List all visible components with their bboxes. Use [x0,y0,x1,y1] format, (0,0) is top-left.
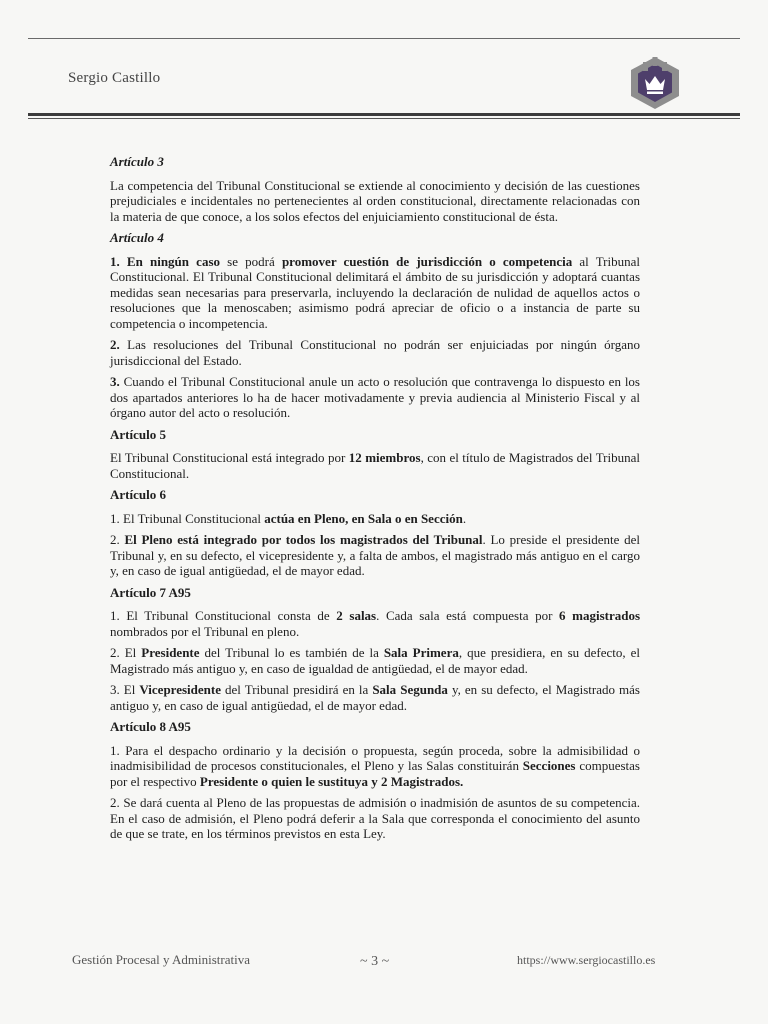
text-run: Las resoluciones del Tribunal Constitucional no podrán ser enjuiciadas por ningún órgano jurisdiccional del Estado. [110,337,640,368]
text-run: compuestas por el respectivo [110,758,640,789]
text-run: . Lo preside el presidente del Tribunal y, en su defecto, el vicepresidente y, a falta de ambos, el magistrado más antiguo en el cargo y, en caso de igual antigüedad, el de mayor edad. [110,532,640,578]
bold-text-run: 6 magistrados [559,608,641,623]
bold-text-run: Secciones [522,758,576,773]
article-heading: Artículo 5 [110,426,166,442]
text-run: nombrados por el Tribunal en pleno. [110,623,300,639]
bold-text-run: Sala Segunda [372,682,448,697]
article-paragraph [110,795,640,842]
text-run: 2. Se dará cuenta al Pleno de las propuestas de admisión o inadmisión de asuntos de su competencia. En el caso de admisión, el Pleno podrá deferir a la Sala que corresponda el conocimiento del asunto de que se trate, en los términos previstos en esta Ley. [110,795,640,841]
article-heading: Artículo 8 A95 [110,719,191,734]
bold-text-run: 12 miembros [348,450,421,465]
footer-left-text: Gestión Procesal y Administrativa [72,952,251,967]
article-heading: Artículo 3 [110,154,164,169]
article-paragraph [110,337,640,368]
text-run: y, en su defecto, el Magistrado más antiguo y, en caso de igual antigüedad, el de mayor edad. [110,682,640,713]
text-run: 3. El [110,682,140,697]
article-paragraph [110,450,640,481]
bold-text-run: Presidente [141,645,200,660]
text-run: La competencia del Tribunal Constitucional se extiende al conocimiento y decisión de las cuestiones prejudiciales e incidentales no pertenecientes al orden constitucional, directamente relacionadas con la materia de que conoce, a los solos efectos del enjuiciamiento constitucional de ésta. [110,177,640,224]
bold-text-run: promover cuestión de jurisdicción o competencia [281,253,573,269]
article-heading: Artículo 7 A95 [110,584,191,600]
footer-url: https://www.sergiocastillo.es [517,953,656,967]
article-paragraph [110,511,640,527]
bold-text-run: El Pleno está integrado por todos los magistrados del Tribunal [124,532,483,547]
text-run: 1. El Tribunal Constitucional [110,510,265,526]
bold-text-run: 1. En ningún caso [110,253,221,269]
article-paragraph [110,682,640,713]
article-heading: Artículo 4 [110,230,164,245]
text-run: 1. El Tribunal Constitucional consta de [110,608,337,623]
header-author: Sergio Castillo [68,70,161,86]
text-run: . [462,510,467,526]
bold-text-run: Presidente o quien le sustituya y 2 Magistrados. [199,773,464,789]
article-paragraph [110,608,640,639]
bold-text-run: 2 salas [336,608,377,623]
header-rule-thin [28,118,740,119]
bold-text-run: Sala Primera [383,645,459,660]
article-paragraph [110,743,640,790]
text-run: al Tribunal Constitucional. El Tribunal Constitucional delimitará el ámbito de su jurisdicción y adoptará cuantas medidas sean necesarias para preservarla, incluyendo la declaración de nulidad de aquellos actos o resoluciones que la menoscaben; asimismo podrá apreciar de oficio o a instancia de parte su competencia o incompetencia. [110,253,641,331]
text-run: del Tribunal lo es también de la [199,645,384,660]
bold-text-run: 3. [110,374,120,389]
article-paragraph [110,532,640,579]
bold-text-run: actúa en Pleno, en Sala o en Sección [264,510,463,526]
article-paragraph [110,645,640,676]
text-run: se podrá [220,253,282,269]
text-run: Cuando el Tribunal Constitucional anule un acto o resolución que contravenga lo dispuesto en los dos apartados anteriores lo ha de hacer motivadamente y previa audiencia al Ministerio Fiscal y al órgano autor del acto o resolución. [110,374,640,420]
bold-text-run: 2. [110,337,120,352]
text-run: 1. Para el despacho ordinario y la decisión o propuesta, según proceda, sobre la admisibilidad o inadmisibilidad de procesos constitucionales, el Pleno y las Salas constituirán [110,742,640,773]
text-run: 2. El [110,645,142,660]
document-body [110,154,640,848]
top-rule [28,38,740,39]
article-heading: Artículo 6 [110,487,166,502]
text-run: , que presidiera, en su defecto, el Magistrado más antiguo y, en caso de igualdad de antigüedad, el de mayor edad. [110,645,640,676]
article-paragraph [110,254,640,332]
page-number: ~ 3 ~ [360,954,390,969]
crown-shield-logo-icon [628,55,682,111]
text-run: del Tribunal presidirá en la [220,682,373,697]
text-run: . Cada sala está compuesta por [376,608,560,623]
text-run: El Tribunal Constitucional está integrado por [110,450,349,465]
text-run: , con el título de Magistrados del Tribunal Constitucional. [110,450,640,481]
article-paragraph [110,374,640,421]
bold-text-run: Vicepresidente [139,682,221,697]
article-paragraph [110,178,640,225]
header-rule-thick [28,113,740,116]
text-run: 2. [110,532,125,547]
